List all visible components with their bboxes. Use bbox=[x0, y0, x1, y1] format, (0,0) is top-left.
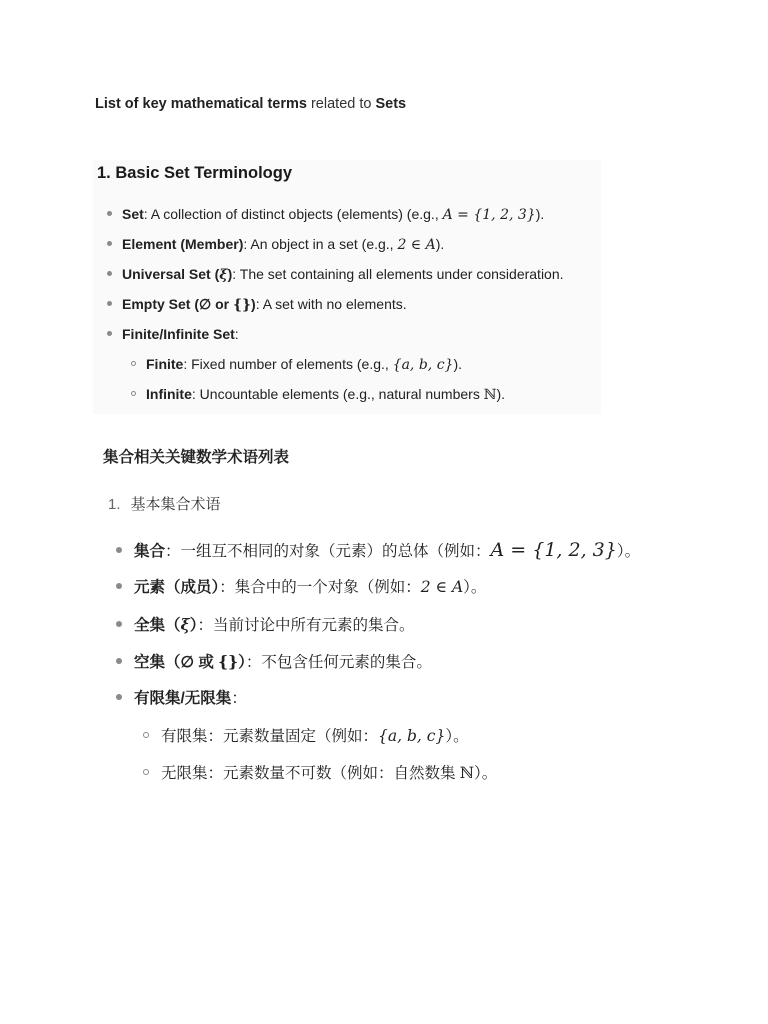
term-end: ）。 bbox=[445, 728, 469, 745]
term-definition: ：一组互不相同的对象（元素）的总体（例如： bbox=[165, 543, 491, 560]
term-definition: : Fixed number of elements (e.g., bbox=[183, 356, 393, 372]
chinese-section-title: 集合相关关键数学术语列表 bbox=[103, 449, 290, 466]
term-label bbox=[122, 266, 232, 282]
bullet-icon bbox=[116, 583, 122, 589]
circle-bullet-icon bbox=[143, 732, 149, 738]
subheading-text: 基本集合术语 bbox=[130, 496, 221, 513]
term-definition: ：元素数量不可数（例如：自然数集 bbox=[207, 765, 460, 782]
term-label: 集合 bbox=[134, 543, 166, 560]
bullet-icon bbox=[107, 331, 112, 336]
term-label-end: ） bbox=[189, 617, 198, 634]
circle-bullet-icon bbox=[131, 361, 136, 366]
math-expression-2: {} bbox=[218, 652, 239, 671]
term-label: Finite/Infinite Set bbox=[122, 326, 235, 342]
list-item-finite-infinite bbox=[107, 324, 239, 344]
term-label: Infinite bbox=[146, 386, 192, 402]
term-definition: : A collection of distinct objects (elements) (e.g., bbox=[143, 206, 443, 222]
term-label bbox=[134, 617, 197, 634]
term-label: Element (Member) bbox=[122, 236, 244, 252]
zh-list-item-empty-set bbox=[116, 651, 432, 674]
bullet-icon bbox=[116, 658, 122, 664]
term-definition: ：不包含任何元素的集合。 bbox=[245, 654, 432, 671]
math-expression: A = {1, 2, 3} bbox=[442, 207, 536, 223]
term-label: 元素（成员） bbox=[134, 579, 220, 596]
term-label-end: ） bbox=[238, 654, 246, 671]
term-label: Set bbox=[122, 206, 144, 222]
bullet-icon bbox=[116, 694, 122, 700]
term-definition: : The set containing all elements under consideration. bbox=[232, 266, 564, 282]
math-expression: ℕ bbox=[459, 764, 474, 782]
circle-bullet-icon bbox=[143, 769, 149, 775]
zh-sub-list-item-finite bbox=[143, 725, 469, 748]
term-definition: : Uncountable elements (e.g., natural numbers bbox=[191, 386, 484, 402]
math-expression: A = {1, 2, 3} bbox=[490, 539, 617, 561]
term-label: Finite bbox=[146, 356, 184, 372]
math-expression: ℕ bbox=[483, 387, 497, 403]
term-label-start: 全集（ bbox=[134, 617, 181, 634]
zh-list-item-finite-infinite bbox=[116, 688, 247, 710]
bullet-icon bbox=[107, 241, 112, 246]
zh-list-item-set bbox=[116, 539, 640, 563]
term-end: ). bbox=[535, 206, 545, 222]
math-expression: 2 ∈ A bbox=[420, 578, 464, 596]
math-expression: {a, b, c} bbox=[392, 357, 454, 373]
term-label-start: 空集（ bbox=[134, 654, 181, 671]
zh-sub-list-item-infinite bbox=[143, 762, 497, 785]
list-item-universal-set bbox=[107, 264, 564, 285]
bullet-icon bbox=[107, 271, 112, 276]
term-definition: : A set with no elements. bbox=[255, 296, 407, 312]
list-item-set bbox=[107, 204, 544, 225]
zh-list-item-universal-set bbox=[116, 614, 414, 637]
bullet-icon bbox=[116, 547, 122, 553]
term-label bbox=[134, 654, 246, 671]
term-definition: : An object in a set (e.g., bbox=[243, 236, 398, 252]
term-label-end: ) bbox=[227, 266, 233, 282]
heading-sets-part: Sets bbox=[375, 96, 407, 112]
term-label-start: Universal Set ( bbox=[122, 266, 220, 282]
zh-list-item-element bbox=[116, 576, 486, 599]
term-label-start: Empty Set ( bbox=[122, 296, 200, 312]
term-end: ）。 bbox=[463, 579, 487, 596]
list-item-element bbox=[107, 234, 444, 255]
term-end: ）。 bbox=[616, 543, 641, 560]
math-expression: ξ bbox=[180, 615, 190, 634]
term-label-or: or bbox=[211, 296, 233, 312]
list-item-empty-set bbox=[107, 294, 407, 315]
term-definition: : bbox=[234, 326, 239, 342]
english-section-image bbox=[93, 160, 601, 414]
circle-bullet-icon bbox=[131, 391, 136, 396]
term-label: 有限集/无限集 bbox=[134, 690, 232, 707]
term-label: 有限集 bbox=[161, 728, 208, 745]
math-expression-2: {} bbox=[233, 297, 252, 313]
term-label-or: 或 bbox=[194, 654, 219, 671]
term-label: 无限集 bbox=[161, 765, 208, 782]
math-expression: ∅ bbox=[199, 297, 212, 313]
heading-bold-part: List of key mathematical terms bbox=[95, 96, 307, 112]
term-end: ）。 bbox=[474, 765, 498, 782]
math-expression: ξ bbox=[219, 267, 228, 283]
chinese-subheading bbox=[108, 493, 221, 514]
term-label-end: ) bbox=[251, 296, 256, 312]
bullet-icon bbox=[116, 621, 122, 627]
term-definition: ：当前讨论中所有元素的集合。 bbox=[197, 617, 415, 634]
english-section-title: 1. Basic Set Terminology bbox=[97, 164, 293, 182]
term-definition: ：集合中的一个对象（例如： bbox=[219, 579, 421, 596]
term-label bbox=[122, 296, 256, 312]
term-end: ). bbox=[453, 356, 462, 372]
subheading-number: 1. bbox=[108, 496, 121, 513]
bullet-icon bbox=[107, 301, 112, 306]
term-end: ). bbox=[496, 386, 506, 402]
sub-list-item-finite bbox=[131, 354, 462, 375]
sub-list-item-infinite bbox=[131, 384, 505, 405]
math-expression: 2 ∈ A bbox=[397, 237, 436, 253]
heading-plain-part: related to bbox=[306, 96, 376, 112]
math-expression: ∅ bbox=[180, 652, 195, 671]
term-definition: ：元素数量固定（例如： bbox=[207, 728, 379, 745]
term-end: ). bbox=[435, 236, 445, 252]
term-definition: ： bbox=[231, 690, 247, 707]
math-expression: {a, b, c} bbox=[378, 727, 446, 745]
page-heading bbox=[95, 94, 406, 114]
bullet-icon bbox=[107, 211, 112, 216]
